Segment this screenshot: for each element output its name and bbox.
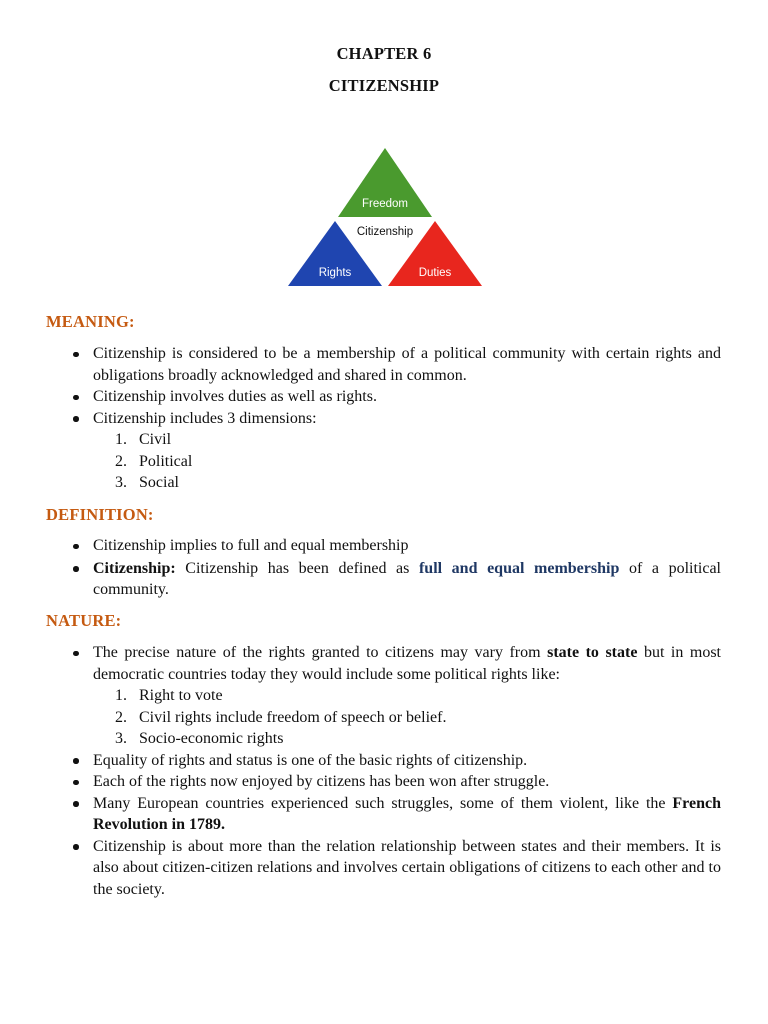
item-number: 1. <box>115 687 127 704</box>
numbered-item <box>93 472 721 494</box>
numbered-item <box>93 451 721 473</box>
list-item <box>0 558 768 601</box>
item-text: Political <box>139 452 193 470</box>
text-run: The precise nature of the rights granted to citizens may vary from <box>93 644 548 661</box>
numbered-item <box>93 685 721 707</box>
item-number: 3. <box>115 474 127 491</box>
item-text: Right to vote <box>139 687 223 704</box>
bold-term: Citizenship: <box>93 559 176 577</box>
highlighted-phrase: full and equal membership <box>418 559 620 577</box>
text-run: Citizenship has been defined as <box>175 559 419 577</box>
list-item: Each of the rights now enjoyed by citizens has been won after struggle. <box>0 771 768 793</box>
list-item: Citizenship involves duties as well as rights. <box>0 386 768 408</box>
list-item <box>0 642 768 750</box>
item-number: 1. <box>115 431 127 448</box>
dimensions-list <box>93 429 721 494</box>
list-item-text: Citizenship includes 3 dimensions: <box>93 409 317 427</box>
bold-phrase: state to state <box>547 644 638 661</box>
meaning-heading: MEANING: <box>46 312 135 331</box>
list-item: Citizenship is considered to be a membership of a political community with certain rights and obligations broadly acknowledged and shared in common. <box>0 343 768 386</box>
chapter-number: CHAPTER 6 <box>336 44 432 63</box>
item-text: Civil rights include freedom of speech or belief. <box>139 708 447 726</box>
citizenship-label: Citizenship <box>356 226 414 238</box>
item-text: Socio-economic rights <box>139 730 284 747</box>
nature-heading: NATURE: <box>46 611 122 630</box>
text-run: Many European countries experienced such struggles, some of them violent, like the <box>93 794 673 812</box>
definition-heading: DEFINITION: <box>46 505 154 524</box>
freedom-label: Freedom <box>361 198 409 210</box>
list-item <box>0 793 768 836</box>
bold-phrase: French Revolution in 1789. <box>93 794 721 833</box>
rights-label: Rights <box>318 267 352 279</box>
numbered-item <box>93 429 721 451</box>
numbered-item <box>93 707 721 729</box>
list-item: Equality of rights and status is one of the basic rights of citizenship. <box>0 750 768 772</box>
duties-label: Duties <box>418 267 452 279</box>
list-item <box>0 408 768 494</box>
item-text: Social <box>139 474 179 491</box>
list-item: Citizenship implies to full and equal membership <box>0 535 768 557</box>
definition-list <box>0 535 768 601</box>
text-run: but in most democratic countries today they would include some political rights like: <box>93 644 722 683</box>
item-number: 3. <box>115 730 127 747</box>
rights-list <box>93 685 721 750</box>
chapter-title: CITIZENSHIP <box>328 76 440 95</box>
numbered-item <box>93 728 721 750</box>
item-text: Civil <box>139 431 172 448</box>
meaning-list <box>0 343 768 494</box>
item-number: 2. <box>115 452 127 470</box>
item-number: 2. <box>115 708 127 726</box>
text-run: of a political community. <box>93 559 721 598</box>
citizenship-triangle-diagram <box>282 140 492 298</box>
nature-list <box>0 642 768 900</box>
list-item: Citizenship is about more than the relation relationship between states and their members. It is also about citizen-citizen relations and involves certain obligations of citizens to each other and to the society. <box>0 836 768 901</box>
